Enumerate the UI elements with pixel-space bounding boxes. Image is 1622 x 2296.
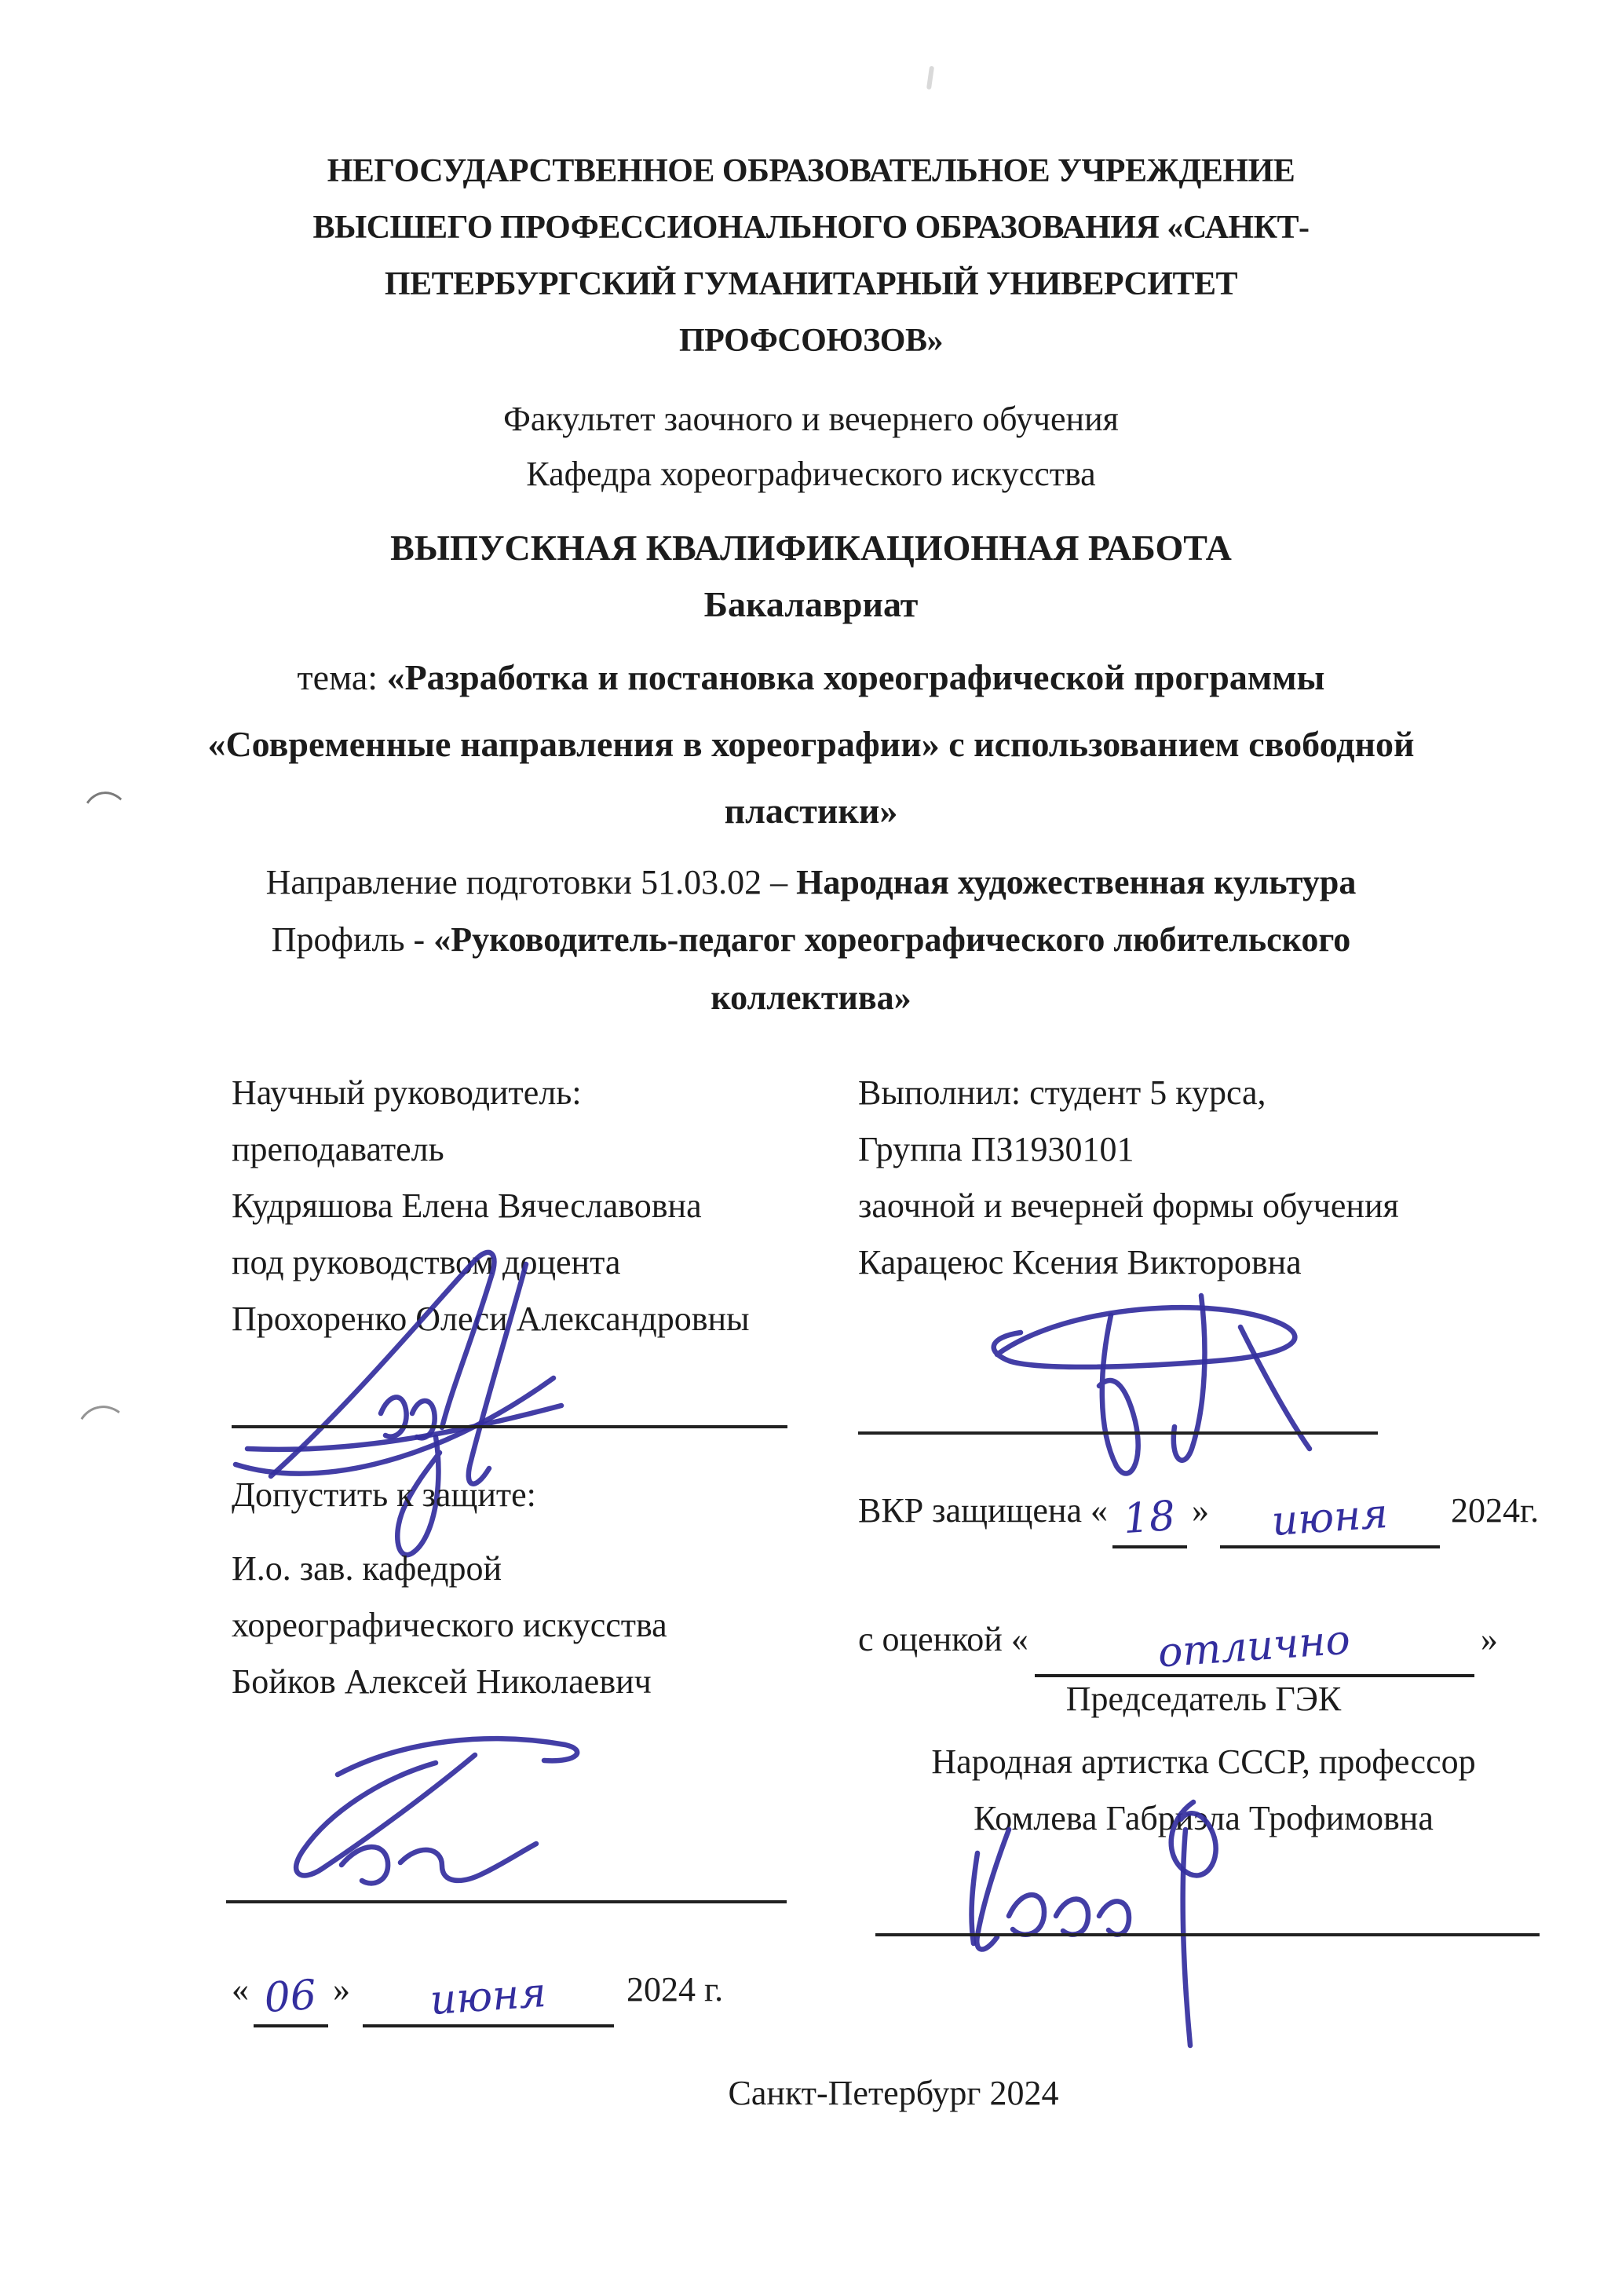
profile-label: Профиль - [271, 920, 434, 959]
date-month-handwritten: июня [428, 1969, 548, 2025]
student-signature-ink [942, 1260, 1335, 1496]
student-line: заочной и вечерней формы обучения [858, 1186, 1399, 1225]
profile-value: «Руководитель-педагог хореографического любительского [433, 920, 1351, 959]
city-year: Санкт-Петербург 2024 [728, 2074, 1059, 2112]
degree-level: Бакалавриат [703, 584, 919, 624]
direction-value: Народная художественная культура [796, 863, 1357, 901]
defense-month-handwritten: июня [1269, 1490, 1390, 1546]
student-block [858, 1065, 1399, 1291]
institution-line: ПРОФСОЮЗОВ» [679, 323, 943, 359]
grade-close-quote: » [1480, 1620, 1498, 1658]
grade-handwritten: отлично [1156, 1616, 1352, 1677]
theme-line [0, 644, 1622, 711]
department-head-signature-line [226, 1900, 787, 1903]
work-type-title: ВЫПУСКНАЯ КВАЛИФИКАЦИОННАЯ РАБОТА [390, 528, 1232, 568]
supervisor-signature-line [232, 1425, 787, 1428]
theme-line: «Современные направления в хореографии» с использованием свободной [207, 724, 1415, 764]
grade-prefix: с оценкой « [858, 1620, 1028, 1658]
grade-statement [858, 1611, 1498, 1677]
student-line: Выполнил: студент 5 курса, [858, 1073, 1266, 1112]
institution-name [0, 143, 1622, 369]
defense-day-blank [1112, 1492, 1187, 1548]
date-year: 2024 г. [627, 1970, 724, 2009]
department-name: Кафедра хореографического искусства [526, 455, 1096, 493]
thesis-theme [0, 644, 1622, 844]
date-close-quote: » [333, 1970, 350, 2009]
profile-line-2: коллектива» [711, 978, 911, 1017]
defense-month-blank [1220, 1490, 1440, 1548]
committee-chair-signature-line [875, 1933, 1540, 1936]
student-signature-line [858, 1431, 1378, 1435]
supervisor-line: Кудряшова Елена Вячеславовна [232, 1186, 702, 1225]
date-month-blank [363, 1969, 614, 2027]
direction-line [0, 854, 1622, 911]
defense-close-quote: » [1192, 1491, 1209, 1530]
theme-label: тема: [297, 657, 378, 697]
defense-day-handwritten: 18 [1122, 1492, 1178, 1544]
institution-line: НЕГОСУДАРСТВЕННОЕ ОБРАЗОВАТЕЛЬНОЕ УЧРЕЖДЕНИЕ [327, 153, 1295, 189]
profile-line-1 [0, 911, 1622, 969]
supervisor-line: Прохоренко Олеси Александровны [232, 1300, 750, 1338]
admission-block [232, 1541, 667, 1710]
committee-chair-name: Комлева Габриэла Трофимовна [974, 1799, 1434, 1837]
scan-artifact-smudge [926, 66, 934, 90]
defense-year: 2024г. [1451, 1491, 1540, 1530]
supervisor-line: Научный руководитель: [232, 1073, 582, 1112]
committee-rank-line: Народная артистка СССР, профессор [931, 1742, 1476, 1781]
admission-line: Бойков Алексей Николаевич [232, 1662, 652, 1701]
date-day-handwritten: 06 [263, 1971, 319, 2023]
supervisor-line: преподаватель [232, 1130, 444, 1168]
grade-blank [1035, 1616, 1474, 1677]
direction-label: Направление подготовки 51.03.02 – [265, 863, 797, 901]
date-day-blank [254, 1971, 328, 2027]
admission-line: И.о. зав. кафедрой [232, 1549, 502, 1588]
profile-line [0, 911, 1622, 1027]
department-head-signature-ink [232, 1720, 593, 1916]
student-line: Группа ПЗ1930101 [858, 1130, 1134, 1168]
institution-line: ВЫСШЕГО ПРОФЕССИОНАЛЬНОГО ОБРАЗОВАНИЯ «САНКТ- [312, 210, 1310, 246]
student-signature [942, 1260, 1335, 1496]
theme-line: пластики» [724, 791, 898, 831]
admission-title: Допустить к защите: [232, 1475, 536, 1514]
committee-chair-title: Председатель ГЭК [1065, 1680, 1342, 1718]
scan-artifact-arc [70, 1401, 138, 1476]
date-open-quote: « [232, 1970, 249, 2009]
admission-line: хореографического искусства [232, 1606, 667, 1644]
defense-prefix: ВКР защищена « [858, 1491, 1108, 1530]
theme-line-text: «Разработка и постановка хореографической программы [386, 657, 1325, 697]
committee-chair-signature-ink [934, 1779, 1311, 2061]
institution-line: ПЕТЕРБУРГСКИЙ ГУМАНИТАРНЫЙ УНИВЕРСИТЕТ [384, 266, 1238, 302]
supervisor-line: под руководством доцента [232, 1243, 621, 1281]
student-line: Карацеюс Ксения Викторовна [858, 1243, 1302, 1281]
department-head-signature [232, 1720, 593, 1916]
defense-statement [858, 1483, 1539, 1548]
faculty-name: Факультет заочного и вечернего обучения [503, 400, 1119, 438]
admission-date-line [232, 1961, 723, 2027]
committee-chair-signature [934, 1779, 1311, 2061]
